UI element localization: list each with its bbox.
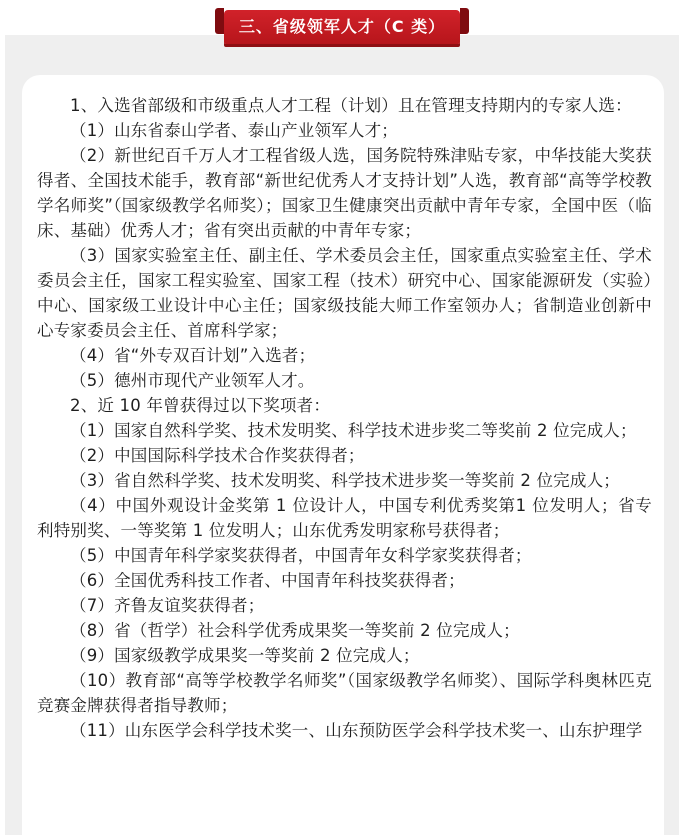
- paragraph-2: 2、近 10 年曾获得过以下奖项者：: [70, 396, 331, 415]
- banner-right-tab: [460, 8, 469, 34]
- paragraph-1-2: （2）新世纪百千万人才工程省级人选，国务院特殊津贴专家，中华技能大奖获得者、全国技术能手，教育部“新世纪优秀人才支持计划”人选，教育部“高等学校教学名师奖”（国家级教学名师奖）；国家卫生健康突出贡献中青年专家，全国中医（临床、基础）优秀人才；省有突出贡献的中青年专家；: [37, 146, 652, 240]
- paragraph-1: 1、入选省部级和市级重点人才工程（计划）且在管理支持期内的专家人选：: [70, 96, 632, 115]
- section-title: 三、省级领军人才（C 类）: [238, 17, 446, 36]
- paragraph-2-7: （7）齐鲁友谊奖获得者；: [70, 596, 265, 615]
- paragraph-2-10: （10）教育部“高等学校教学名师奖”（国家级教学名师奖）、国际学科奥林匹克竞赛金牌获得者指导教师；: [37, 671, 652, 715]
- paragraph-2-3: （3）省自然科学奖、技术发明奖、科学技术进步奖一等奖前 2 位完成人；: [70, 471, 620, 490]
- paragraph-1-3: （3）国家实验室主任、副主任、学术委员会主任，国家重点实验室主任、学术委员会主任，国家工程实验室、国家工程（技术）研究中心、国家能源研发（实验）中心、国家级工业设计中心主任；国家级技能大师工作室领办人；省制造业创新中心专家委员会主任、首席科学家；: [37, 246, 652, 340]
- paragraph-2-5: （5）中国青年科学家奖获得者，中国青年女科学家奖获得者；: [70, 546, 532, 565]
- paragraph-2-11: （11）山东医学会科学技术奖一、山东预防医学会科学技术奖一、山东护理学: [70, 721, 643, 740]
- paragraph-2-1: （1）国家自然科学奖、技术发明奖、科学技术进步奖二等奖前 2 位完成人；: [70, 421, 637, 440]
- paragraph-1-5: （5）德州市现代产业领军人才。: [70, 371, 315, 390]
- banner-left-tab: [215, 8, 224, 34]
- paragraph-1-4: （4）省“外专双百计划”入选者；: [70, 346, 316, 365]
- paragraph-2-4: （4）中国外观设计金奖第 1 位设计人，中国专利优秀奖第1 位发明人；省专利特别奖、一等奖第 1 位发明人；山东优秀发明家称号获得者；: [37, 496, 652, 540]
- paragraph-2-6: （6）全国优秀科技工作者、中国青年科技奖获得者；: [70, 571, 465, 590]
- section-banner: [224, 10, 460, 44]
- paragraph-2-9: （9）国家级教学成果奖一等奖前 2 位完成人；: [70, 646, 420, 665]
- paragraph-2-8: （8）省（哲学）社会科学优秀成果奖一等奖前 2 位完成人；: [70, 621, 520, 640]
- paragraph-2-2: （2）中国国际科学技术合作奖获得者；: [70, 446, 365, 465]
- paragraph-1-1: （1）山东省泰山学者、泰山产业领军人才；: [70, 121, 398, 140]
- article-body: [37, 93, 652, 743]
